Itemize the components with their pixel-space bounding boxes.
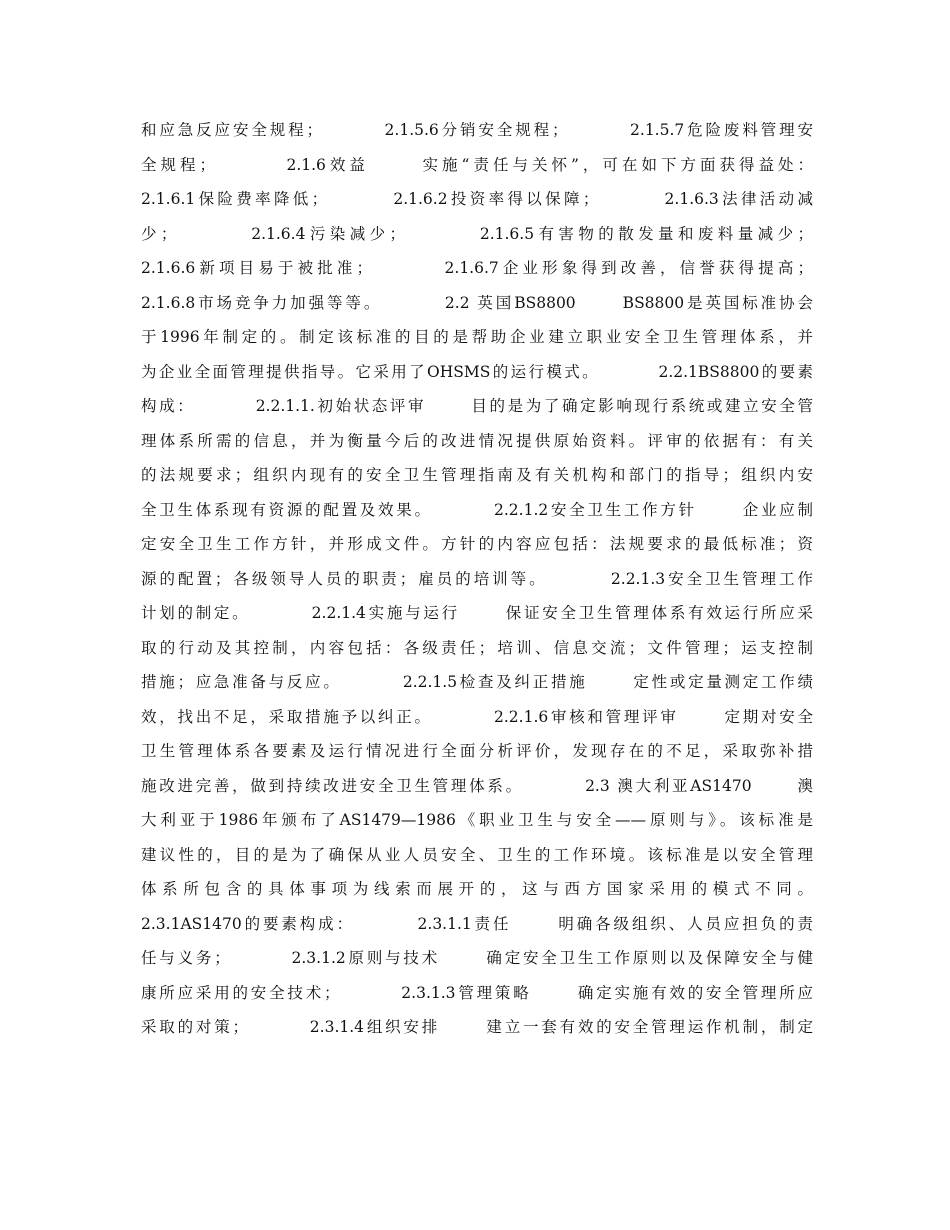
text-line: 体系所包含的具体事项为线索而展开的，这与西方国家采用的模式不同。 — [141, 880, 813, 898]
text-line: 少； 2.1.6.4污染减少； 2.1.6.5有害物的散发量和废料量减少； — [141, 224, 813, 243]
text-line: 全卫生体系现有资源的配置及效果。 2.2.1.2安全卫生工作方针 企业应制 — [141, 500, 813, 519]
text-line: 效，找出不足，采取措施予以纠正。 2.2.1.6审核和管理评审 定期对安全 — [141, 707, 813, 726]
text-line: 采取的对策； 2.3.1.4组织安排 建立一套有效的安全管理运作机制，制定 — [141, 1018, 813, 1036]
text-line: 2.1.6.1保险费率降低； 2.1.6.2投资率得以保障； 2.1.6.3法律活动减 — [141, 190, 813, 208]
text-line: 为企业全面管理提供指导。它采用了OHSMS的运行模式。 2.2.1BS8800的要素 — [141, 362, 813, 381]
text-line: 措施；应急准备与反应。 2.2.1.5检查及纠正措施 定性或定量测定工作绩 — [141, 673, 813, 691]
text-line: 建议性的，目的是为了确保从业人员安全、卫生的工作环境。该标准是以安全管理 — [141, 845, 813, 864]
text-line: 取的行动及其控制，内容包括：各级责任；培训、信息交流；文件管理；运支控制 — [141, 638, 813, 657]
text-line: 计划的制定。 2.2.1.4实施与运行 保证安全卫生管理体系有效运行所应采 — [141, 604, 813, 622]
text-line: 源的配置；各级领导人员的职责；雇员的培训等。 2.2.1.3安全卫生管理工作 — [141, 569, 813, 588]
text-line: 全规程； 2.1.6效益 实施“责任与关怀”，可在如下方面获得益处： — [141, 155, 813, 174]
text-line: 构成： 2.2.1.1.初始状态评审 目的是为了确定影响现行系统或建立安全管 — [141, 397, 813, 415]
text-line: 大利亚于1986年颁布了AS1479—1986《职业卫生与安全——原则与》。该标准是 — [141, 811, 813, 829]
text-line: 定安全卫生工作方针，并形成文件。方针的内容应包括：法规要求的最低标准；资 — [141, 535, 813, 553]
text-line: 和应急反应安全规程； 2.1.5.6分销安全规程； 2.1.5.7危险废料管理安 — [141, 121, 813, 139]
text-line: 2.1.6.8市场竞争力加强等等。 2.2 英国BS8800 BS8800是英国标准协会 — [141, 293, 813, 312]
text-line: 于1996年制定的。制定该标准的目的是帮助企业建立职业安全卫生管理体系，并 — [141, 328, 813, 346]
document-body — [141, 113, 813, 1045]
text-line: 2.3.1AS1470的要素构成： 2.3.1.1责任 明确各级组织、人员应担负的责 — [141, 914, 813, 933]
text-line: 任与义务； 2.3.1.2原则与技术 确定安全卫生工作原则以及保障安全与健 — [141, 949, 813, 967]
text-line: 2.1.6.6新项目易于被批准； 2.1.6.7企业形象得到改善，信誉获得提高； — [141, 259, 813, 277]
text-line: 卫生管理体系各要素及运行情况进行全面分析评价，发现存在的不足，采取弥补措 — [141, 742, 813, 760]
text-line: 的法规要求；组织内现有的安全卫生管理指南及有关机构和部门的指导；组织内安 — [141, 466, 813, 484]
text-line: 施改进完善，做到持续改进安全卫生管理体系。 2.3 澳大利亚AS1470 澳 — [141, 776, 813, 795]
text-line: 康所应采用的安全技术； 2.3.1.3管理策略 确定实施有效的安全管理所应 — [141, 983, 813, 1002]
text-line: 理体系所需的信息，并为衡量今后的改进情况提供原始资料。评审的依据有：有关 — [141, 431, 813, 450]
